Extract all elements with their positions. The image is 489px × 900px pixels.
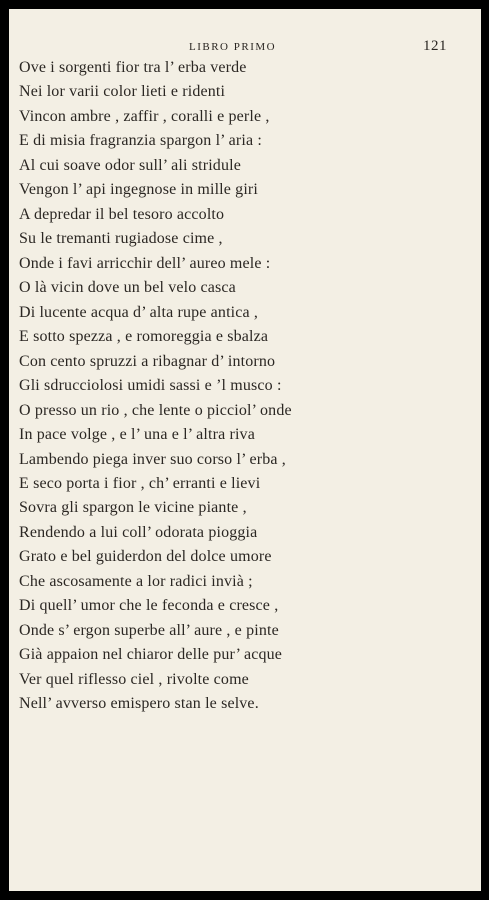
verse-line: Su le tremanti rugiadose cime , bbox=[19, 230, 223, 248]
verse-line: Di lucente acqua d’ alta rupe antica , bbox=[19, 303, 259, 321]
verse-line: Già appaion nel chiaror delle pur’ acque bbox=[19, 646, 283, 664]
verse-line: In pace volge , e l’ una e l’ altra riva bbox=[19, 426, 255, 444]
verse-line: O presso un rio , che lente o picciol’ onde bbox=[19, 401, 292, 419]
verse-line: Che ascosamente a lor radici invià ; bbox=[19, 572, 253, 590]
verse-line: A depredar il bel tesoro accolto bbox=[19, 205, 225, 223]
running-title: LIBRO PRIMO bbox=[189, 41, 277, 53]
verse-line: Vengon l’ api ingegnose in mille giri bbox=[19, 181, 258, 199]
verse-line: Ver quel riflesso ciel , rivolte come bbox=[19, 670, 249, 688]
verse-line: E seco porta i fior , ch’ erranti e lievi bbox=[19, 474, 261, 492]
verse-line: Lambendo piega inver suo corso l’ erba , bbox=[19, 450, 286, 468]
verse-line: Onde i favi arricchir dell’ aureo mele : bbox=[19, 254, 271, 272]
page-number: 121 bbox=[423, 38, 447, 54]
verse-line: Vincon ambre , zaffir , coralli e perle , bbox=[19, 107, 270, 125]
poem-text bbox=[19, 56, 464, 717]
running-head bbox=[9, 39, 481, 57]
verse-line: Grato e bel guiderdon del dolce umore bbox=[19, 548, 272, 566]
book-page bbox=[9, 9, 481, 891]
verse-line: E sotto spezza , e romoreggia e sbalza bbox=[19, 328, 269, 346]
verse-line: Sovra gli spargon le vicine piante , bbox=[19, 499, 247, 517]
verse-line: E di misia fragranzia spargon l’ aria : bbox=[19, 132, 262, 150]
verse-line: O là vicin dove un bel velo casca bbox=[19, 279, 236, 297]
verse-line: Con cento spruzzi a ribagnar d’ intorno bbox=[19, 352, 276, 370]
verse-line: Nell’ avverso emispero stan le selve. bbox=[19, 695, 259, 713]
verse-line: Rendendo a lui coll’ odorata pioggia bbox=[19, 523, 258, 541]
verse-line: Nei lor varii color lieti e ridenti bbox=[19, 83, 226, 101]
verse-line: Onde s’ ergon superbe all’ aure , e pinte bbox=[19, 621, 279, 639]
verse-line: Ove i sorgenti fior tra l’ erba verde bbox=[19, 59, 247, 76]
verse-line: Di quell’ umor che le feconda e cresce , bbox=[19, 597, 279, 615]
verse-line: Al cui soave odor sull’ ali stridule bbox=[19, 156, 241, 174]
verse-line: Gli sdrucciolosi umidi sassi e ’l musco : bbox=[19, 377, 282, 395]
